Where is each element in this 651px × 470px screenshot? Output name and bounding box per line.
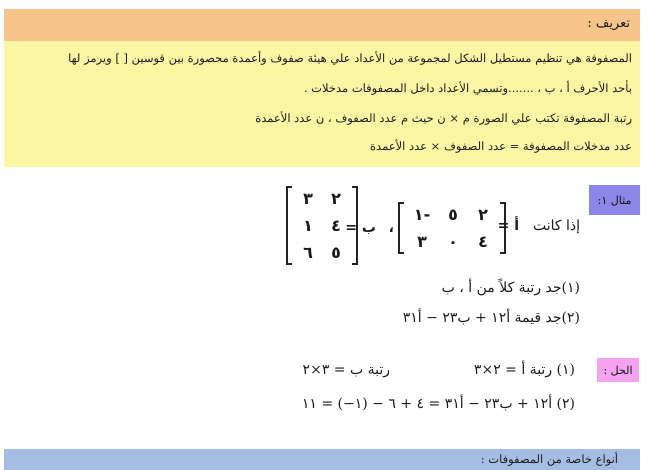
matrix-b: [286, 187, 358, 264]
definition-header: [4, 9, 640, 41]
example-intro: إذا كانت: [532, 218, 580, 234]
matrix-a-cell: ١-: [413, 205, 431, 224]
matrix-a-cell: ٢: [478, 205, 488, 224]
example-badge: مثال ١:: [589, 185, 640, 215]
question-2: (٢)جد قيمة أ١٢ + ب٢٣ − أ٣١: [402, 310, 580, 326]
matrix-b-cell: ٣: [303, 189, 313, 208]
definition-line-2: بأحد الأحرف أ ، ب ، .......وتسمي الأعداد داخل المصفوفات مدخلات .: [303, 81, 632, 95]
special-types-heading: أنواع خاصة من المصفوفات :: [480, 452, 618, 466]
matrix-a: [398, 203, 506, 253]
solution-2: (٢) أ١٢ + ب٢٣ − أ٣١ = ٤ + ٦ − (١−) = ١١: [301, 396, 575, 412]
matrix-a-label: أ =: [497, 218, 519, 234]
definition-body: [4, 41, 640, 167]
matrix-b-cell: ١: [303, 216, 313, 235]
matrix-b-label: ب =: [345, 220, 376, 236]
solution-1-b: رتبة ب = ٣×٢: [302, 362, 390, 378]
matrix-b-cell: ٢: [331, 189, 341, 208]
comma-separator: ،: [388, 220, 394, 236]
matrix-b-cell: ٦: [303, 243, 313, 262]
definition-line-3: رتبة المصفوفة تكتب علي الصورة م × ن حيث م عدد الصفوف ، ن عدد الأعمدة: [255, 111, 632, 125]
matrix-a-cell: ٣: [417, 232, 427, 251]
matrix-a-cell: ٠: [448, 232, 458, 251]
question-1: (١)جد رتبة كلاً من أ ، ب: [441, 280, 580, 296]
solution-1-a: (١) رتبة أ = ٢×٣: [473, 362, 575, 378]
definition-heading: تعريف :: [587, 16, 630, 31]
matrix-a-cell: ٤: [478, 232, 488, 251]
matrix-b-cell: ٤: [331, 216, 341, 235]
matrix-b-cell: ٥: [331, 243, 341, 262]
special-types-header: [4, 449, 640, 470]
definition-line-1: المصفوفة هي تنظيم مستطيل الشكل لمجموعة من الأعداد علي هيئة صفوف وأعمدة محصورة بين قوسين [ ] ويرمز لها: [68, 51, 632, 65]
solution-badge: الحل :: [597, 358, 639, 382]
definition-line-4: عدد مدخلات المصفوفة = عدد الصفوف × عدد الأعمدة: [370, 139, 632, 153]
matrix-a-cell: ٥: [448, 205, 458, 224]
